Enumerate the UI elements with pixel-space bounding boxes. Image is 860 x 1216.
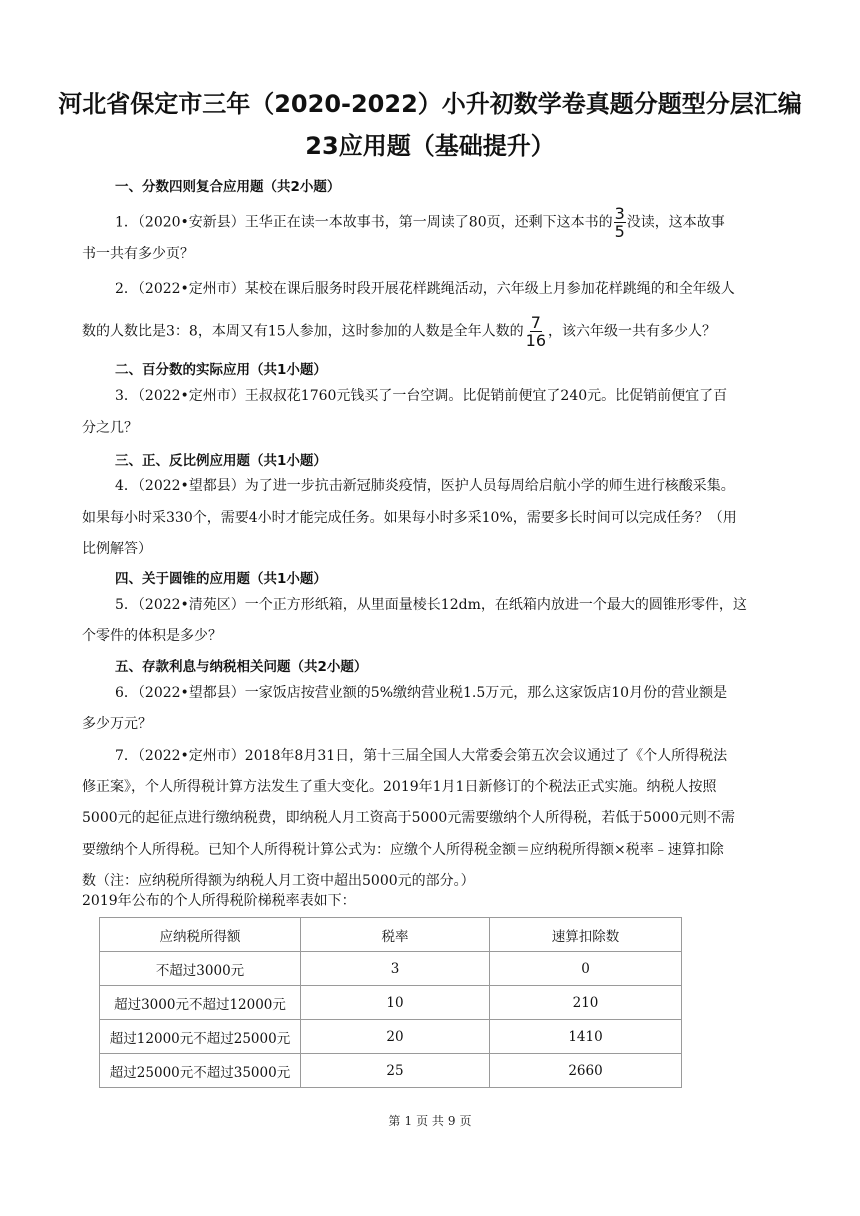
table-row [100, 1054, 682, 1088]
table-header-cell: 应纳税所得额 [100, 918, 301, 952]
table-cell: 2660 [490, 1054, 682, 1088]
table-cell: 0 [490, 952, 682, 986]
fraction-three-fifths: $\frac{3}{5}$ [614, 204, 625, 241]
section-heading: 一、分数四则复合应用题（共2小题） [115, 179, 341, 195]
page-footer: 第 1 页 共 9 页 [388, 1114, 472, 1128]
section-heading: 二、百分数的实际应用（共1小题） [115, 362, 327, 378]
table-header-cell: 税率 [301, 918, 490, 952]
document-title-line1: 河北省保定市三年（2020-2022）小升初数学卷真题分题型分层汇编 [58, 90, 802, 118]
question-7-line3: 5000元的起征点进行缴纳税费，即纳税人月工资高于5000元需要缴纳个人所得税，若低于5000元则不需 [82, 810, 735, 826]
section-heading: 三、正、反比例应用题（共1小题） [115, 453, 327, 469]
table-cell: 10 [301, 986, 490, 1020]
page-total: 9 [447, 1114, 456, 1128]
table-header-cell: 速算扣除数 [490, 918, 682, 952]
question-7-line4: 要缴纳个人所得税。已知个人所得税计算公式为：应缴个人所得税金额＝应纳税所得额×税率﹣速算扣除 [82, 842, 724, 858]
question-1-line1: 1．（2020•安新县）王华正在读一本故事书，第一周读了80页，还剩下这本书的 $\frac{3}{5}$ 没读，这本故事 [115, 204, 725, 241]
question-2-line1: 2．（2022•定州市）某校在课后服务时段开展花样跳绳活动，六年级上月参加花样跳绳的和全年级人 [115, 281, 735, 297]
question-2-line2: 数的人数比是3：8，本周又有15人参加，这时参加的人数是全年人数的 $\frac{7}{16}$ ，该六年级一共有多少人？ [82, 313, 716, 350]
table-row [100, 986, 682, 1020]
table-cell: 超过3000元不超过12000元 [100, 986, 301, 1020]
fraction-seven-sixteenths: $\frac{7}{16}$ [525, 313, 546, 350]
table-cell: 3 [301, 952, 490, 986]
question-7-line1: 7．（2022•定州市）2018年8月31日，第十三届全国人大常委会第五次会议通过了《个人所得税法 [115, 748, 728, 764]
question-5-line2: 个零件的体积是多少？ [82, 628, 222, 644]
question-6-line2: 多少万元？ [82, 716, 152, 732]
table-cell: 20 [301, 1020, 490, 1054]
tax-rate-table [99, 917, 682, 1088]
question-4-line2: 如果每小时采330个，需要4小时才能完成任务。如果每小时多采10%，需要多长时间可以完成任务？（用 [82, 510, 737, 526]
question-6-line1: 6．（2022•望都县）一家饭店按营业额的5%缴纳营业税1.5万元，那么这家饭店10月份的营业额是 [115, 685, 728, 701]
question-5-line1: 5．（2022•清苑区）一个正方形纸箱，从里面量棱长12dm，在纸箱内放进一个最大的圆锥形零件，这 [115, 597, 747, 613]
page-number: 1 [404, 1114, 413, 1128]
table-row [100, 952, 682, 986]
table-cell: 超过12000元不超过25000元 [100, 1020, 301, 1054]
table-caption: 2019年公布的个人所得税阶梯税率表如下： [82, 893, 356, 909]
question-1-line2: 书一共有多少页？ [82, 246, 194, 262]
section-heading: 五、存款利息与纳税相关问题（共2小题） [115, 659, 368, 675]
table-cell: 210 [490, 986, 682, 1020]
question-3-line1: 3．（2022•定州市）王叔叔花1760元钱买了一台空调。比促销前便宜了240元。比促销前便宜了百 [115, 388, 728, 404]
question-7-line2: 修正案》，个人所得税计算方法发生了重大变化。2019年1月1日新修订的个税法正式实施。纳税人按照 [82, 779, 717, 795]
table-header-row [100, 918, 682, 952]
question-3-line2: 分之几？ [82, 420, 138, 436]
table-cell: 不超过3000元 [100, 952, 301, 986]
question-4-line1: 4．（2022•望都县）为了进一步抗击新冠肺炎疫情，医护人员每周给启航小学的师生进行核酸采集。 [115, 478, 735, 494]
table-cell: 超过25000元不超过35000元 [100, 1054, 301, 1088]
question-7-line5: 数（注：应纳税所得额为纳税人月工资中超出5000元的部分。） [82, 873, 475, 889]
table-row [100, 1020, 682, 1054]
document-title-line2: 23应用题（基础提升） [305, 132, 555, 160]
table-cell: 1410 [490, 1020, 682, 1054]
question-4-line3: 比例解答） [82, 541, 152, 557]
table-cell: 25 [301, 1054, 490, 1088]
section-heading: 四、关于圆锥的应用题（共1小题） [115, 571, 327, 587]
